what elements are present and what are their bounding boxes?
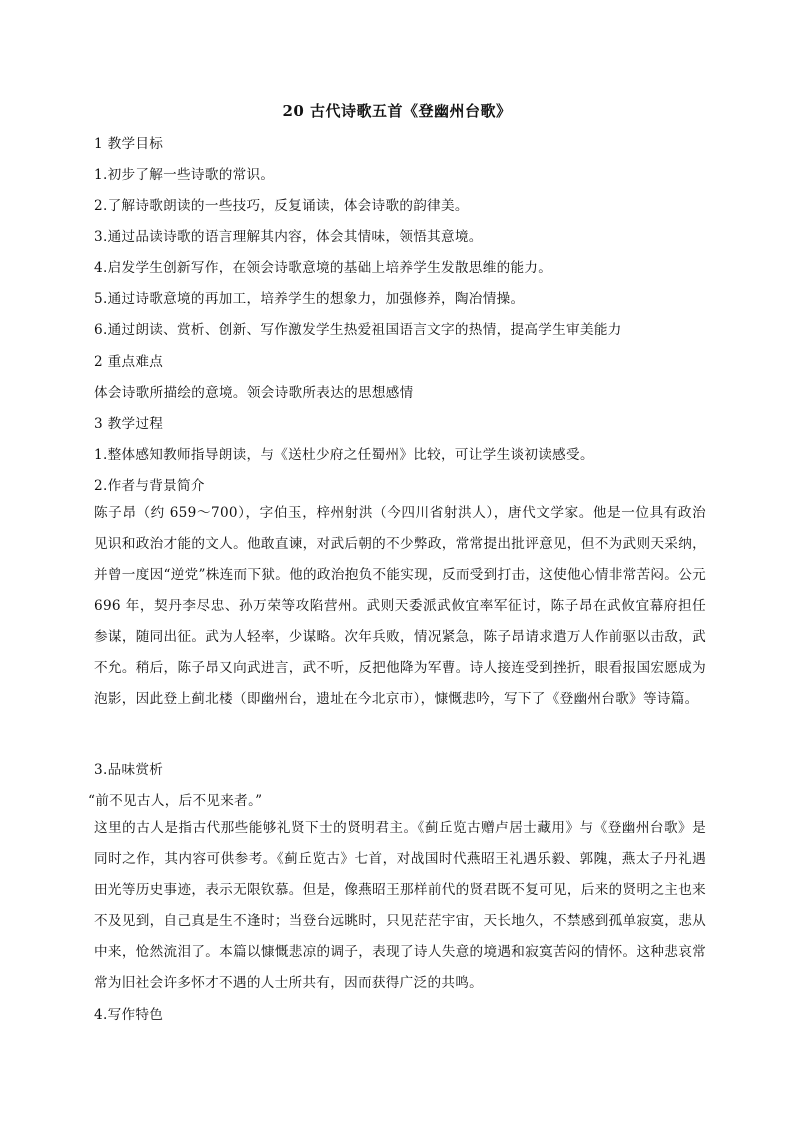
goal-item-2: 2.了解诗歌朗读的一些技巧，反复诵读，体会诗歌的韵律美。 <box>94 198 469 214</box>
section-heading-key-points: 2 重点难点 <box>94 354 164 370</box>
author-background-paragraph: 陈子昂（约 659～700），字伯玉，梓州射洪（今四川省射洪人），唐代文学家。他是一位具有政治见识和政治才能的文人。他敢直谏，对武后朝的不少弊政，常常提出批评意见，但不为武则天采纳，并曾一度因“逆党”株连而下狱。他的政治抱负不能实现，反而受到打击，这使他心情非常苦闷。公元 696 年，契丹李尽忠、孙万荣等攻陷营州。武则天委派武攸宜率军征讨，陈子昂在武攸宜幕府担任参谋，随同出征。武为人轻率，少谋略。次年兵败，情况紧急，陈子昂请求遣万人作前驱以击敌，武不允。稍后，陈子昂又向武进言，武不听，反把他降为军曹。诗人接连受到挫折，眼看报国宏愿成为泡影，因此登上蓟北楼（即幽州台，遗址在今北京市），慷慨悲吟，写下了《登幽州台歌》等诗篇。 <box>94 505 706 707</box>
analysis-paragraph: 这里的古人是指古代那些能够礼贤下士的贤明君主。《蓟丘览古赠卢居士藏用》与《登幽州台歌》是同时之作，其内容可供参考。《蓟丘览古》七首，对战国时代燕昭王礼遇乐毅、郭隗，燕太子丹礼遇田光等历史事迹，表示无限钦慕。但是，像燕昭王那样前代的贤君既不复可见，后来的贤明之主也来不及见到，自己真是生不逢时；当登台远眺时，只见茫茫宇宙，天长地久，不禁感到孤单寂寞，悲从中来，怆然流泪了。本篇以慷慨悲凉的调子，表现了诗人失意的境遇和寂寞苦闷的情怀。这种悲哀常常为旧社会许多怀才不遇的人士所共有，因而获得广泛的共鸣。 <box>94 820 706 991</box>
key-points-text: 体会诗歌所描绘的意境。领会诗歌所表达的思想感情 <box>94 385 414 401</box>
goal-item-1: 1.初步了解一些诗歌的常识。 <box>94 167 275 183</box>
section-heading-teaching-goals: 1 教学目标 <box>94 136 164 152</box>
process-step-1: 1.整体感知教师指导朗读，与《送杜少府之任蜀州》比较，可让学生谈初读感受。 <box>94 447 594 463</box>
process-step-4-heading: 4.写作特色 <box>94 1007 164 1023</box>
goal-item-6: 6.通过朗读、赏析、创新、写作激发学生热爱祖国语言文字的热情，提高学生审美能力 <box>94 322 622 338</box>
goal-item-3: 3.通过品读诗歌的语言理解其内容，体会其情味，领悟其意境。 <box>94 229 483 245</box>
goal-item-4: 4.启发学生创新写作，在领会诗歌意境的基础上培养学生发散思维的能力。 <box>94 260 553 276</box>
process-step-3-heading: 3.品味赏析 <box>94 762 164 778</box>
process-step-2-heading: 2.作者与背景简介 <box>94 478 205 494</box>
section-heading-teaching-process: 3 教学过程 <box>94 416 164 432</box>
page-title: 20 古代诗歌五首《登幽州台歌》 <box>282 102 512 120</box>
goal-item-5: 5.通过诗歌意境的再加工，培养学生的想象力，加强修养，陶冶情操。 <box>94 291 525 307</box>
poem-quote: “前不见古人，后不见来者。” <box>88 793 263 809</box>
